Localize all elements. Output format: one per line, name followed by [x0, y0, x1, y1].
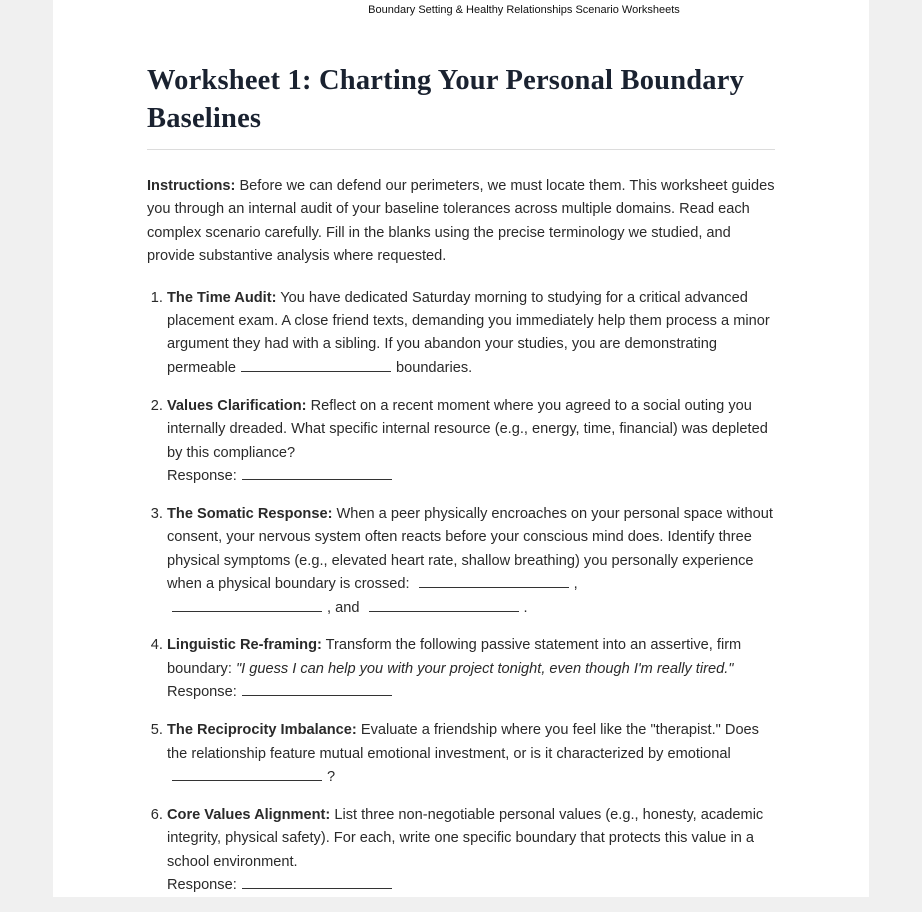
response-blank[interactable]	[242, 681, 392, 696]
question-title: The Time Audit:	[167, 289, 277, 306]
question-text: When a peer physically encroaches on your personal space without consent, your nervous system often reacts before your conscious mind does. Identify three physical symptoms (e.g., elevated heart rate, shallow breathing) you personally experience when a physical boundary is crossed:	[167, 505, 773, 593]
question-title: The Somatic Response:	[167, 505, 333, 522]
question-text: Evaluate a friendship where you feel like the "therapist." Does the relationship feature mutual emotional investment, or is it characterized by emotional	[167, 722, 759, 762]
question-text: You have dedicated Saturday morning to studying for a critical advanced placement exam. A close friend texts, demanding you immediately help them process a minor argument they had with a sibling. If you abandon your studies, you are demonstrating permeable	[167, 289, 770, 376]
question-list	[147, 287, 775, 898]
question-title: Core Values Alignment:	[167, 806, 331, 823]
response-blank[interactable]	[242, 465, 392, 480]
question-text: List three non-negotiable personal values (e.g., honesty, academic integrity, physical safety). For each, write one specific boundary that protects this value in a school environment.	[167, 806, 764, 870]
response-label: Response:	[167, 467, 237, 484]
response-label: Response:	[167, 877, 237, 894]
running-header: Boundary Setting & Healthy Relationships Scenario Worksheets	[368, 4, 680, 16]
fill-in-blank[interactable]	[419, 573, 569, 588]
worksheet-page	[53, 0, 869, 897]
question-text: Transform the following passive statement into an assertive, firm boundary:	[167, 637, 742, 677]
instructions-label: Instructions:	[147, 178, 236, 194]
worksheet-content	[147, 62, 775, 912]
blank-end: ?	[327, 768, 336, 785]
instructions-paragraph	[147, 175, 775, 269]
question-item	[167, 634, 775, 704]
question-text: Reflect on a recent moment where you agreed to a social outing you internally dreaded. What specific internal resource (e.g., energy, time, financial) was depleted by this compliance?	[167, 397, 768, 461]
response-blank[interactable]	[242, 874, 392, 889]
blank-separator: , and	[327, 599, 360, 616]
question-text-after: boundaries.	[395, 359, 473, 376]
passive-statement-quote: "I guess I can help you with your project tonight, even though I'm really tired."	[235, 660, 734, 677]
fill-in-blank[interactable]	[172, 766, 322, 781]
question-title: The Reciprocity Imbalance:	[167, 722, 357, 739]
question-item	[167, 395, 775, 489]
instructions-text: Before we can defend our perimeters, we must locate them. This worksheet guides you through an internal audit of your baseline tolerances across multiple domains. Read each complex scenario carefully. Fill in the blanks using the precise terminology we studied, and provide substantive analysis where requested.	[147, 178, 775, 265]
question-item	[167, 804, 775, 898]
fill-in-blank[interactable]	[172, 597, 322, 612]
fill-in-blank[interactable]	[369, 597, 519, 612]
response-label: Response:	[167, 684, 237, 701]
question-item	[167, 287, 775, 381]
question-item	[167, 503, 775, 620]
question-item	[167, 719, 775, 789]
fill-in-blank[interactable]	[241, 357, 391, 372]
blank-end: .	[523, 599, 528, 616]
worksheet-title: Worksheet 1: Charting Your Personal Boundary Baselines	[147, 62, 775, 150]
question-title: Values Clarification:	[167, 397, 307, 414]
question-title: Linguistic Re-framing:	[167, 637, 322, 654]
blank-separator: ,	[573, 576, 578, 593]
